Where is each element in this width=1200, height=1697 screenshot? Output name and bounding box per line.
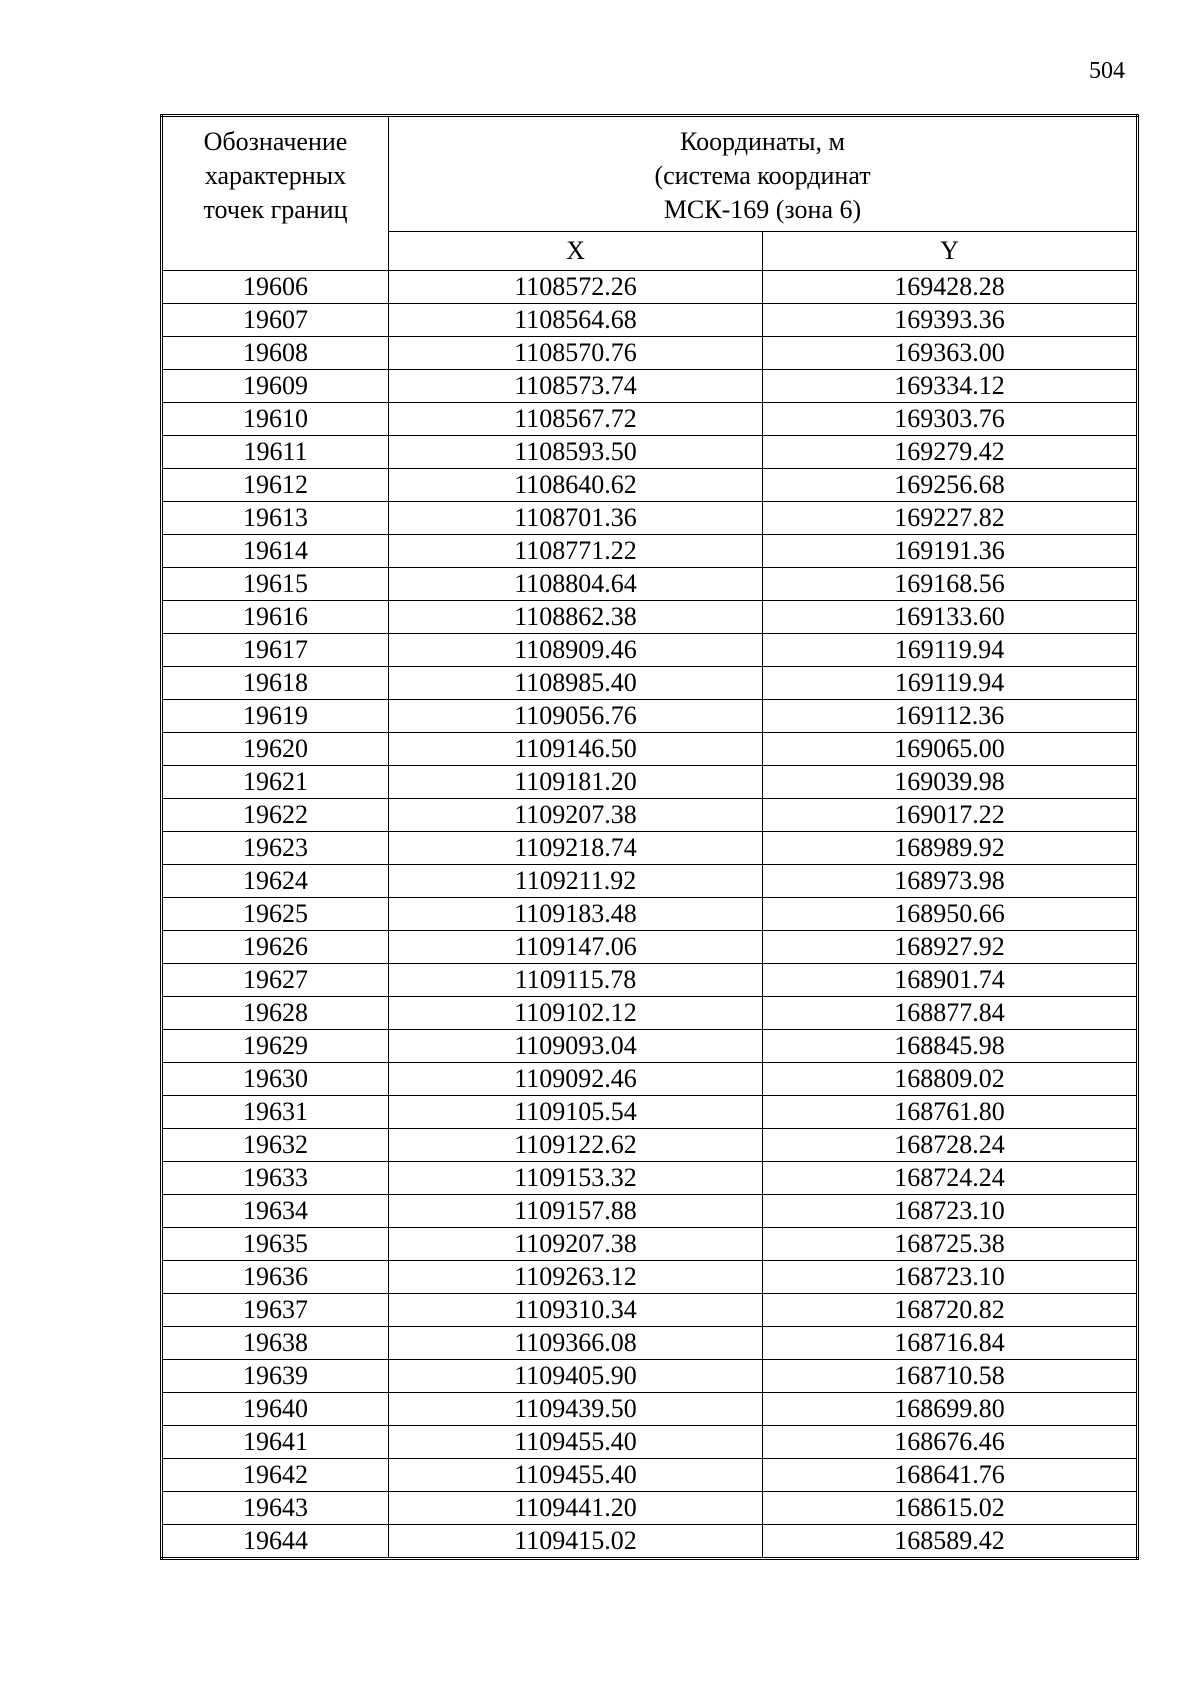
x-coordinate-cell: 1109146.50 <box>389 733 763 766</box>
y-coordinate-cell: 169112.36 <box>763 700 1138 733</box>
x-coordinate-cell: 1109455.40 <box>389 1426 763 1459</box>
x-coordinate-cell: 1109147.06 <box>389 931 763 964</box>
x-coordinate-cell: 1109218.74 <box>389 832 763 865</box>
x-coordinate-cell: 1108909.46 <box>389 634 763 667</box>
x-coordinate-cell: 1108573.74 <box>389 370 763 403</box>
y-coordinate-cell: 168710.58 <box>763 1360 1138 1393</box>
point-id-cell: 19643 <box>162 1492 389 1525</box>
point-id-cell: 19630 <box>162 1063 389 1096</box>
point-id-cell: 19631 <box>162 1096 389 1129</box>
table-row <box>162 1129 1138 1162</box>
header-label-line: характерных <box>204 161 347 190</box>
point-id-cell: 19634 <box>162 1195 389 1228</box>
y-coordinate-cell: 168973.98 <box>763 865 1138 898</box>
point-id-cell: 19626 <box>162 931 389 964</box>
point-id-cell: 19639 <box>162 1360 389 1393</box>
y-coordinate-cell: 168901.74 <box>763 964 1138 997</box>
x-coordinate-cell: 1109105.54 <box>389 1096 763 1129</box>
table-row <box>162 436 1138 469</box>
table-row <box>162 997 1138 1030</box>
x-coordinate-cell: 1109181.20 <box>389 766 763 799</box>
x-coordinate-cell: 1109207.38 <box>389 1228 763 1261</box>
table-row <box>162 1030 1138 1063</box>
table-row <box>162 502 1138 535</box>
point-id-cell: 19629 <box>162 1030 389 1063</box>
point-id-cell: 19618 <box>162 667 389 700</box>
table-row <box>162 1228 1138 1261</box>
table-row <box>162 469 1138 502</box>
point-id-cell: 19638 <box>162 1327 389 1360</box>
y-coordinate-cell: 169334.12 <box>763 370 1138 403</box>
table-row <box>162 898 1138 931</box>
y-coordinate-cell: 169191.36 <box>763 535 1138 568</box>
point-id-cell: 19644 <box>162 1525 389 1559</box>
y-coordinate-cell: 168845.98 <box>763 1030 1138 1063</box>
point-id-cell: 19621 <box>162 766 389 799</box>
point-id-cell: 19614 <box>162 535 389 568</box>
table-row <box>162 304 1138 337</box>
x-coordinate-cell: 1108570.76 <box>389 337 763 370</box>
point-id-cell: 19610 <box>162 403 389 436</box>
y-coordinate-cell: 169303.76 <box>763 403 1138 436</box>
point-id-cell: 19622 <box>162 799 389 832</box>
table-row <box>162 1195 1138 1228</box>
y-coordinate-cell: 169363.00 <box>763 337 1138 370</box>
header-label-line: Обозначение <box>203 127 348 156</box>
table-header <box>162 116 1138 271</box>
y-coordinate-cell: 169017.22 <box>763 799 1138 832</box>
y-coordinate-cell: 168723.10 <box>763 1195 1138 1228</box>
table-row <box>162 1063 1138 1096</box>
header-point-designation <box>162 116 389 271</box>
point-id-cell: 19633 <box>162 1162 389 1195</box>
y-coordinate-cell: 168723.10 <box>763 1261 1138 1294</box>
y-coordinate-cell: 169428.28 <box>763 271 1138 304</box>
x-coordinate-cell: 1109102.12 <box>389 997 763 1030</box>
x-coordinate-cell: 1109093.04 <box>389 1030 763 1063</box>
table-row <box>162 337 1138 370</box>
y-coordinate-cell: 168728.24 <box>763 1129 1138 1162</box>
x-coordinate-cell: 1109211.92 <box>389 865 763 898</box>
table-row <box>162 370 1138 403</box>
y-coordinate-cell: 169133.60 <box>763 601 1138 634</box>
x-coordinate-cell: 1109310.34 <box>389 1294 763 1327</box>
table-row <box>162 1426 1138 1459</box>
x-coordinate-cell: 1109122.62 <box>389 1129 763 1162</box>
point-id-cell: 19612 <box>162 469 389 502</box>
x-coordinate-cell: 1109455.40 <box>389 1459 763 1492</box>
y-coordinate-cell: 169119.94 <box>763 667 1138 700</box>
x-coordinate-cell: 1109157.88 <box>389 1195 763 1228</box>
table-row <box>162 865 1138 898</box>
table-row <box>162 964 1138 997</box>
table-row <box>162 535 1138 568</box>
point-id-cell: 19641 <box>162 1426 389 1459</box>
y-coordinate-cell: 169168.56 <box>763 568 1138 601</box>
x-coordinate-cell: 1108985.40 <box>389 667 763 700</box>
table-row <box>162 832 1138 865</box>
table-row <box>162 601 1138 634</box>
point-id-cell: 19640 <box>162 1393 389 1426</box>
point-id-cell: 19636 <box>162 1261 389 1294</box>
point-id-cell: 19627 <box>162 964 389 997</box>
x-coordinate-cell: 1108701.36 <box>389 502 763 535</box>
y-coordinate-cell: 168725.38 <box>763 1228 1138 1261</box>
table-row <box>162 1162 1138 1195</box>
table-row <box>162 766 1138 799</box>
table-row <box>162 634 1138 667</box>
point-id-cell: 19608 <box>162 337 389 370</box>
point-id-cell: 19611 <box>162 436 389 469</box>
y-coordinate-cell: 168615.02 <box>763 1492 1138 1525</box>
coordinates-table <box>160 114 1139 1560</box>
table-row <box>162 733 1138 766</box>
x-coordinate-cell: 1109439.50 <box>389 1393 763 1426</box>
y-coordinate-cell: 168724.24 <box>763 1162 1138 1195</box>
point-id-cell: 19635 <box>162 1228 389 1261</box>
header-coords-line: МСК-169 (зона 6) <box>663 195 862 224</box>
x-coordinate-cell: 1109115.78 <box>389 964 763 997</box>
y-coordinate-cell: 168699.80 <box>763 1393 1138 1426</box>
table-row <box>162 1525 1138 1559</box>
point-id-cell: 19628 <box>162 997 389 1030</box>
header-x: X <box>389 232 763 271</box>
y-coordinate-cell: 168927.92 <box>763 931 1138 964</box>
point-id-cell: 19615 <box>162 568 389 601</box>
y-coordinate-cell: 168809.02 <box>763 1063 1138 1096</box>
x-coordinate-cell: 1108640.62 <box>389 469 763 502</box>
y-coordinate-cell: 168589.42 <box>763 1525 1138 1559</box>
y-coordinate-cell: 169227.82 <box>763 502 1138 535</box>
table-row <box>162 1261 1138 1294</box>
y-coordinate-cell: 169279.42 <box>763 436 1138 469</box>
x-coordinate-cell: 1109207.38 <box>389 799 763 832</box>
y-coordinate-cell: 169039.98 <box>763 766 1138 799</box>
table-row <box>162 1393 1138 1426</box>
point-id-cell: 19607 <box>162 304 389 337</box>
page-number: 504 <box>1089 58 1125 84</box>
point-id-cell: 19632 <box>162 1129 389 1162</box>
point-id-cell: 19620 <box>162 733 389 766</box>
x-coordinate-cell: 1109263.12 <box>389 1261 763 1294</box>
y-coordinate-cell: 168716.84 <box>763 1327 1138 1360</box>
y-coordinate-cell: 168877.84 <box>763 997 1138 1030</box>
y-coordinate-cell: 169256.68 <box>763 469 1138 502</box>
table-row <box>162 568 1138 601</box>
header-coords-line: Координаты, м <box>680 127 845 156</box>
y-coordinate-cell: 168641.76 <box>763 1459 1138 1492</box>
x-coordinate-cell: 1109405.90 <box>389 1360 763 1393</box>
y-coordinate-cell: 168950.66 <box>763 898 1138 931</box>
point-id-cell: 19617 <box>162 634 389 667</box>
y-coordinate-cell: 168989.92 <box>763 832 1138 865</box>
table-row <box>162 931 1138 964</box>
point-id-cell: 19613 <box>162 502 389 535</box>
y-coordinate-cell: 168720.82 <box>763 1294 1138 1327</box>
table-row <box>162 700 1138 733</box>
point-id-cell: 19619 <box>162 700 389 733</box>
point-id-cell: 19623 <box>162 832 389 865</box>
table-row <box>162 799 1138 832</box>
point-id-cell: 19642 <box>162 1459 389 1492</box>
table-row <box>162 1360 1138 1393</box>
table-row <box>162 1327 1138 1360</box>
table-row <box>162 271 1138 304</box>
header-coordinates <box>389 116 1138 232</box>
point-id-cell: 19625 <box>162 898 389 931</box>
x-coordinate-cell: 1109366.08 <box>389 1327 763 1360</box>
point-id-cell: 19624 <box>162 865 389 898</box>
y-coordinate-cell: 169065.00 <box>763 733 1138 766</box>
point-id-cell: 19609 <box>162 370 389 403</box>
table-row <box>162 1294 1138 1327</box>
y-coordinate-cell: 169119.94 <box>763 634 1138 667</box>
y-coordinate-cell: 168676.46 <box>763 1426 1138 1459</box>
x-coordinate-cell: 1108567.72 <box>389 403 763 436</box>
y-coordinate-cell: 169393.36 <box>763 304 1138 337</box>
x-coordinate-cell: 1108572.26 <box>389 271 763 304</box>
table-row <box>162 1492 1138 1525</box>
header-label-line: точек границ <box>203 195 348 224</box>
table-row <box>162 1459 1138 1492</box>
x-coordinate-cell: 1108593.50 <box>389 436 763 469</box>
x-coordinate-cell: 1108564.68 <box>389 304 763 337</box>
header-y: Y <box>763 232 1138 271</box>
point-id-cell: 19637 <box>162 1294 389 1327</box>
table-row <box>162 403 1138 436</box>
point-id-cell: 19606 <box>162 271 389 304</box>
x-coordinate-cell: 1109415.02 <box>389 1525 763 1559</box>
x-coordinate-cell: 1108771.22 <box>389 535 763 568</box>
x-coordinate-cell: 1109441.20 <box>389 1492 763 1525</box>
header-coords-line: (система координат <box>654 161 871 190</box>
x-coordinate-cell: 1108804.64 <box>389 568 763 601</box>
x-coordinate-cell: 1109092.46 <box>389 1063 763 1096</box>
x-coordinate-cell: 1109153.32 <box>389 1162 763 1195</box>
table-row <box>162 667 1138 700</box>
y-coordinate-cell: 168761.80 <box>763 1096 1138 1129</box>
x-coordinate-cell: 1109183.48 <box>389 898 763 931</box>
point-id-cell: 19616 <box>162 601 389 634</box>
table-row <box>162 1096 1138 1129</box>
x-coordinate-cell: 1108862.38 <box>389 601 763 634</box>
x-coordinate-cell: 1109056.76 <box>389 700 763 733</box>
table-body <box>162 271 1138 1559</box>
